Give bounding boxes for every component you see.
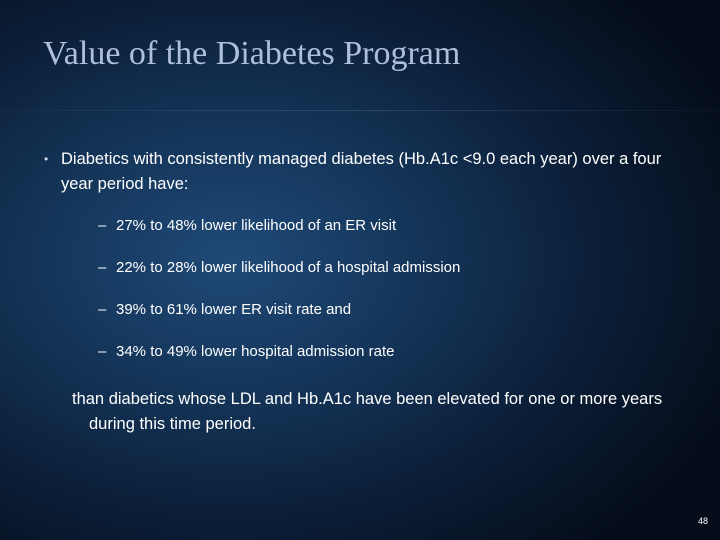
bullet-marker: •	[44, 152, 49, 166]
sub-item-er-visit-rate	[98, 300, 351, 320]
sub-item-text: 39% to 61% lower ER visit rate and	[116, 301, 352, 318]
sub-item-marker: –	[98, 217, 107, 234]
closing-text	[72, 387, 692, 437]
sub-item-marker: –	[98, 259, 107, 276]
sub-item-marker: –	[98, 301, 107, 318]
page-number: 48	[697, 516, 708, 526]
sub-item-marker: –	[98, 343, 107, 360]
main-bullet-text: Diabetics with consistently managed diabetes (Hb.A1c <9.0 each year) over a four year period have:	[61, 150, 662, 193]
closing-text-content: than diabetics whose LDL and Hb.A1c have been elevated for one or more years during this time period.	[72, 390, 663, 433]
sub-item-text: 34% to 49% lower hospital admission rate	[116, 343, 395, 360]
sub-item-admission-likelihood	[98, 258, 460, 278]
sub-item-admission-rate	[98, 342, 394, 362]
sub-item-er-visit-likelihood	[98, 216, 396, 236]
main-bullet	[44, 147, 704, 197]
sub-item-text: 22% to 28% lower likelihood of a hospital admission	[116, 259, 461, 276]
sub-item-text: 27% to 48% lower likelihood of an ER visit	[116, 217, 397, 234]
title-divider	[0, 110, 720, 111]
slide-title: Value of the Diabetes Program	[43, 35, 461, 72]
